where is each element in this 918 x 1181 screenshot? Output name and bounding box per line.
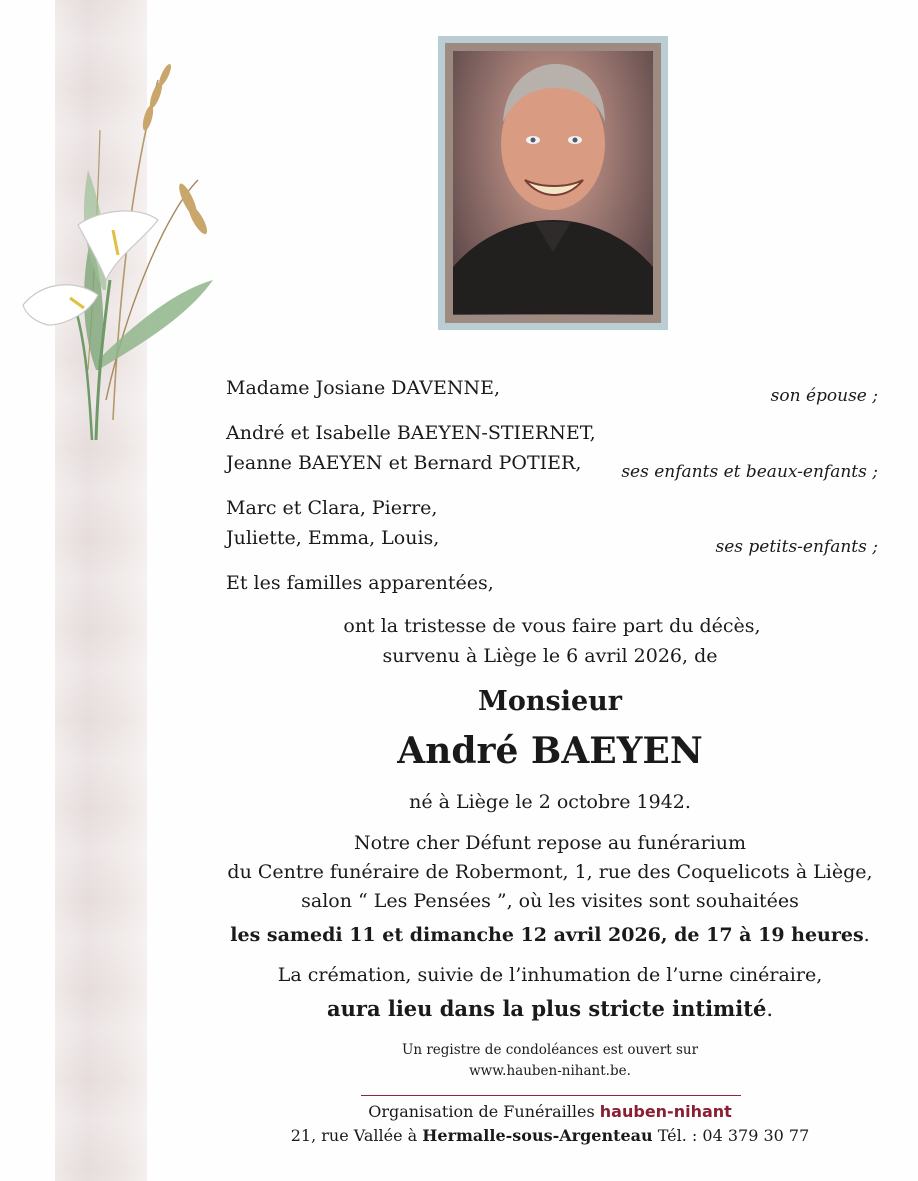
- arrangements-line-2: du Centre funéraire de Robermont, 1, rue des Coquelicots à Liège,: [227, 861, 873, 883]
- phone-number: Tél. : 04 379 30 77: [657, 1126, 810, 1145]
- organizer-label: Organisation de Funérailles: [368, 1102, 595, 1121]
- calla-lily-wheat-illustration: [18, 40, 228, 460]
- portrait-illustration: [453, 51, 653, 315]
- address-prefix: 21, rue Vallée à: [290, 1126, 418, 1145]
- portrait-frame: [438, 36, 668, 330]
- grandchildren-relation: ses petits-enfants ;: [715, 537, 878, 557]
- spouse-name: Madame Josiane DAVENNE,: [226, 377, 501, 399]
- honorific: Monsieur: [477, 686, 623, 717]
- condolences-line-1: Un registre de condoléances est ouvert sur: [401, 1042, 699, 1058]
- arrangements-line-1: Notre cher Défunt repose au funérarium: [353, 832, 747, 854]
- intimacy-line: aura lieu dans la plus stricte intimité.: [327, 996, 773, 1021]
- deceased-name: André BAEYEN: [397, 730, 703, 772]
- organizer-line: [290, 1102, 810, 1121]
- footer-divider: [361, 1095, 741, 1096]
- brand-logo: hauben-nihant: [599, 1102, 732, 1121]
- children-relation: ses enfants et beaux-enfants ;: [621, 462, 878, 482]
- birth-line: né à Liège le 2 octobre 1942.: [409, 791, 691, 813]
- address-city: Hermalle-sous-Argenteau: [422, 1126, 653, 1145]
- children-line-2: Jeanne BAEYEN et Bernard POTIER,: [226, 452, 582, 474]
- address-line: [290, 1126, 810, 1145]
- visits-line: les samedi 11 et dimanche 12 avril 2026, de 17 à 19 heures.: [230, 924, 870, 946]
- grandchildren-line-2: Juliette, Emma, Louis,: [226, 527, 440, 549]
- spouse-relation: son épouse ;: [770, 386, 878, 406]
- cremation-line: La crémation, suivie de l’inhumation de l’urne cinéraire,: [277, 964, 823, 986]
- children-line-1: André et Isabelle BAEYEN-STIERNET,: [226, 422, 596, 444]
- portrait-photo: [453, 51, 653, 315]
- grandchildren-line-1: Marc et Clara, Pierre,: [226, 497, 438, 519]
- announcement-line-2: survenu à Liège le 6 avril 2026, de: [382, 645, 718, 667]
- arrangements-line-3: salon “ Les Pensées ”, où les visites sont souhaitées: [301, 890, 799, 912]
- announcement-line-1: ont la tristesse de vous faire part du décès,: [343, 615, 761, 637]
- relatives-line: Et les familles apparentées,: [226, 572, 494, 594]
- intimacy-text: aura lieu dans la plus stricte intimité: [327, 996, 767, 1021]
- visits-dates: les samedi 11 et dimanche 12 avril 2026, de 17 à 19 heures: [230, 924, 864, 946]
- condolences-link[interactable]: www.hauben-nihant.be.: [469, 1063, 631, 1079]
